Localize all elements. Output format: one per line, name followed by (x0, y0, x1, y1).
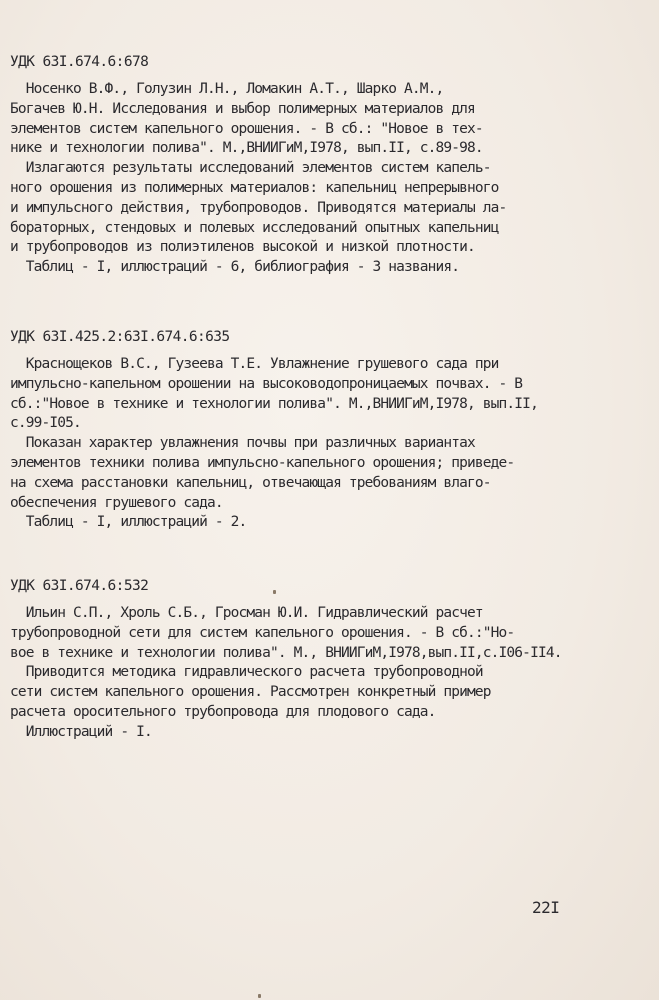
text-line: сб.:"Новое в технике и технологии полива". М.,ВНИИГиМ,I978, вып.II, (10, 395, 538, 412)
page-number: 22I (532, 898, 560, 917)
ink-speck (273, 590, 276, 594)
text-line: вое в технике и технологии полива". М., ВНИИГиМ,I978,вып.II,с.I06-II4. (10, 644, 562, 661)
text-line: Богачев Ю.Н. Исследования и выбор полимерных материалов для (10, 100, 475, 117)
text-line: элементов техники полива импульсно-капельного орошения; приведе- (10, 454, 515, 471)
text-line: и импульсного действия, трубопроводов. Приводятся материалы ла- (10, 199, 507, 216)
text-line: Показан характер увлажнения почвы при различных вариантах (10, 435, 475, 452)
text-line: сети систем капельного орошения. Рассмотрен конкретный пример (10, 684, 491, 701)
text-line: расчета оросительного трубопровода для плодового сада. (10, 703, 436, 720)
text-line: и трубопроводов из полиэтиленов высокой и низкой плотности. (10, 239, 475, 256)
abstract-entry-1 (10, 52, 650, 278)
text-line: трубопроводной сети для систем капельного орошения. - В сб.:"Но- (10, 624, 515, 641)
udk-code: УДК 63I.425.2:63I.674.6:635 (10, 329, 230, 345)
text-line: элементов систем капельного орошения. - В сб.: "Новое в тех- (10, 120, 483, 137)
text-line: Таблиц - I, иллюстраций - 2. (10, 514, 247, 531)
text-line: Иллюстраций - I. (10, 723, 152, 740)
text-line: с.99-I05. (10, 415, 81, 432)
text-line: бораторных, стендовых и полевых исследований опытных капельниц (10, 219, 499, 236)
text-line: обеспечения грушевого сада. (10, 494, 223, 511)
abstract-text (10, 80, 650, 278)
text-line: ного орошения из полимерных материалов: капельниц непрерывного (10, 179, 499, 196)
abstract-entry-2 (10, 327, 650, 533)
abstract-text (10, 355, 650, 533)
udk-code: УДК 63I.674.6:532 (10, 578, 149, 594)
udk-code: УДК 63I.674.6:678 (10, 54, 149, 70)
abstract-text (10, 604, 650, 743)
text-line: на схема расстановки капельниц, отвечающая требованиям влаго- (10, 474, 491, 491)
text-line: Носенко В.Ф., Голузин Л.Н., Ломакин А.Т., Шарко А.М., (10, 81, 444, 97)
text-line: Излагаются результаты исследований элементов систем капель- (10, 160, 491, 177)
text-line: нике и технологии полива". М.,ВНИИГиМ,I978, вып.II, с.89-98. (10, 140, 483, 157)
text-line: Ильин С.П., Хроль С.Б., Гросман Ю.И. Гидравлический расчет (10, 605, 483, 621)
text-line: Краснощеков В.С., Гузеева Т.Е. Увлажнение грушевого сада при (10, 356, 499, 372)
ink-speck (258, 994, 261, 998)
text-line: импульсно-капельном орошении на высоководопроницаемых почвах. - В (10, 375, 523, 392)
text-line: Таблиц - I, иллюстраций - 6, библиография - 3 названия. (10, 259, 460, 276)
abstract-entry-3 (10, 576, 650, 743)
text-line: Приводится методика гидравлического расчета трубопроводной (10, 664, 483, 681)
